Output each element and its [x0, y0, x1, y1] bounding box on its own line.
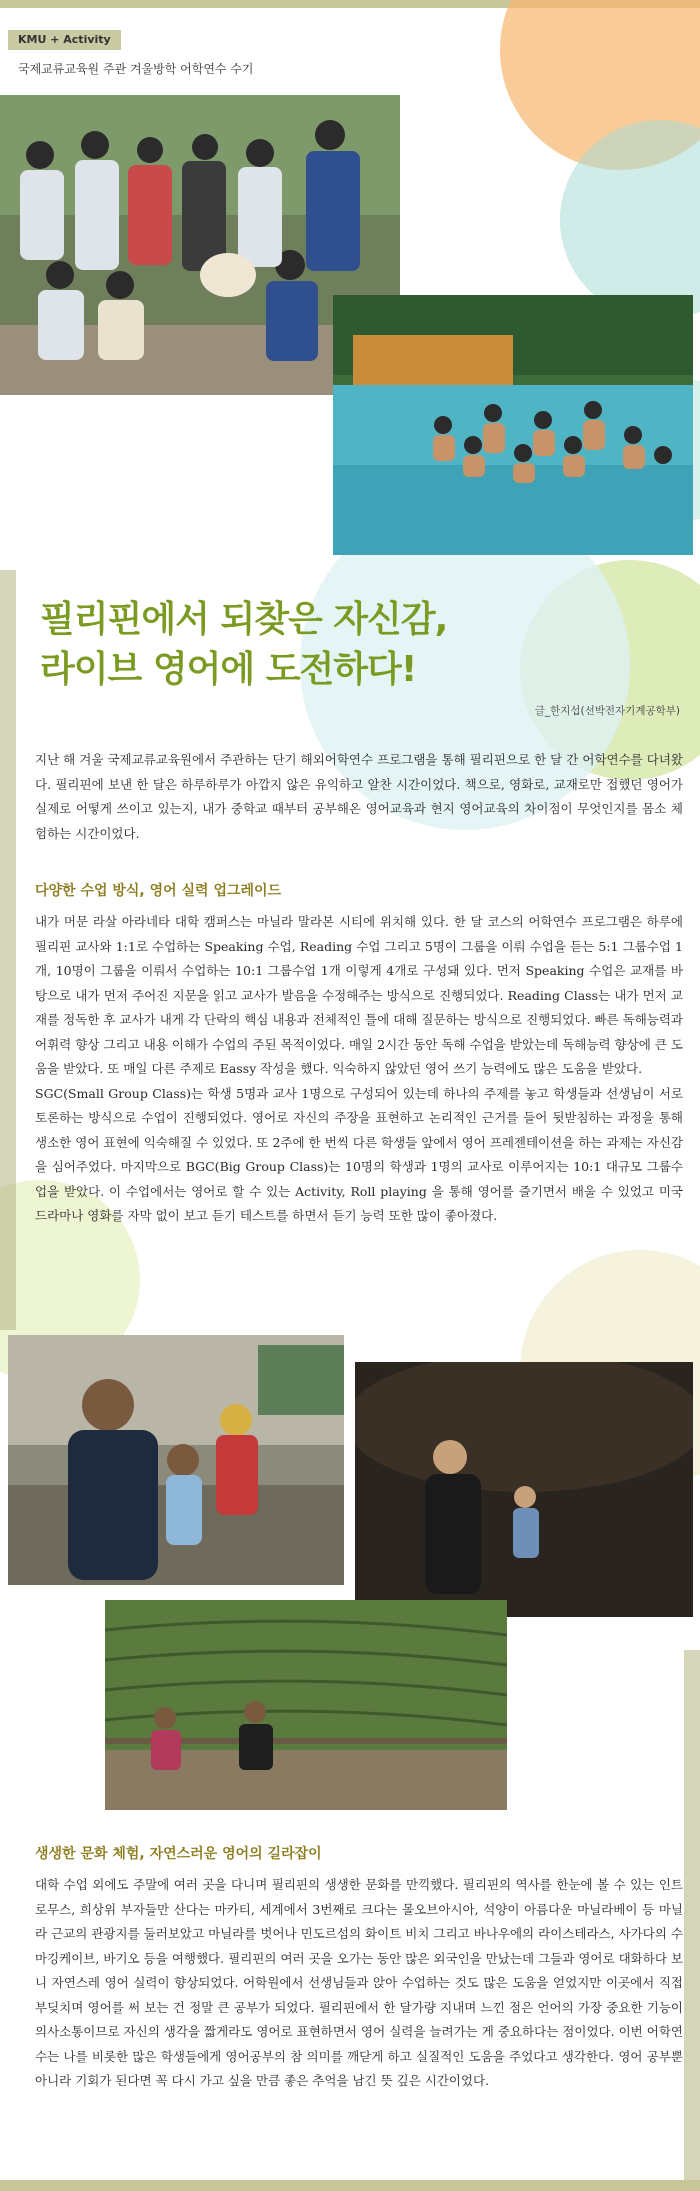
article-title [40, 595, 680, 695]
village-photo [8, 1335, 344, 1585]
section-1-title: 다양한 수업 방식, 영어 실력 업그레이드 [35, 883, 282, 899]
cave-photo [355, 1362, 693, 1617]
bottom-border [0, 2180, 700, 2191]
section-1-body: 내가 머문 라살 아라네타 대학 캠퍼스는 마닐라 말라본 시티에 위치해 있다. 한 달 코스의 어학연수 프로그램은 하루에 필리핀 교사와 1:1로 수업하는 Speaking 수업, Reading 수업 그리고 5명이 그룹을 이뤄 수업을 듣는 5:1 그룹수업 1개, 10명이 그룹을 이뤄서 수업하는 10:1 그룹수업 1개 이렇게 4개로 구성돼 있다. 먼저 Speaking 수업은 교재를 바탕으로 내가 먼저 주어진 지문을 읽고 교사가 발음을 수정해주는 방식으로 진행되었다. Reading Class는 내가 먼저 교재를 정독한 후 교사가 내게 각 단락의 핵심 내용과 전체적인 틀에 대해 질문하는 방식으로 진행되었다. 빠른 독해능력과 어휘력 향상 그리고 내용 이해가 수업의 주된 목적이었다. 매일 2시간 동안 독해 수업을 받았는데 독해능력 향상에 큰 도움을 받았다. 또 매일 다른 주제로 Eassy 작성을 했다. 익숙하지 않았던 영어 쓰기 능력에도 많은 도움을 받았다. SGC(Small Group Class)는 학생 5명과 교사 1명으로 구성되어 있는데 하나의 주제를 놓고 학생들과 선생님이 서로 토론하는 방식으로 수업이 진행되었다. 영어로 자신의 주장을 표현하고 논리적인 근거를 들어 뒷받침하는 과정을 통해 생소한 영어 표현에 익숙해질 수 있었다. 또 2주에 한 번씩 다른 학생들 앞에서 영어 프레젠테이션을 하는 과제는 자신감을 심어주었다. 마지막으로 BGC(Big Group Class)는 10명의 학생과 1명의 교사로 이루어지는 10:1 대규모 그룹수업을 받았다. 이 수업에서는 영어로 할 수 있는 Activity, Roll playing 을 통해 영어를 즐기면서 배울 수 있었고 미국 드라마나 영화를 자막 없이 보고 듣기 테스트를 하면서 듣기 능력 또한 많이 좋아졌다. [35, 914, 683, 1223]
page-subtitle: 국제교류교육원 주관 겨울방학 어학연수 수기 [18, 62, 254, 76]
section-tag: KMU + Activity [8, 30, 121, 50]
rice-terrace-photo [105, 1600, 507, 1810]
article-title-line1: 필리핀에서 되찾은 자신감, [40, 599, 448, 640]
byline: 글_한지섭(선박전자기계공학부) [534, 705, 680, 717]
pool-photo [333, 295, 693, 555]
left-accent-bar [0, 570, 16, 1330]
right-accent-bar [684, 1650, 700, 2180]
article-title-line2: 라이브 영어에 도전하다! [40, 649, 417, 690]
section-2-title: 생생한 문화 체험, 자연스러운 영어의 길라잡이 [35, 1846, 322, 1862]
intro-paragraph: 지난 해 겨울 국제교류교육원에서 주관하는 단기 해외어학연수 프로그램을 통해 필리핀으로 한 달 간 어학연수를 다녀왔다. 필리핀에 보낸 한 달은 하루하루가 아깝지 않은 유익하고 알찬 시간이었다. 책으로, 영화로, 교재로만 접했던 영어가 실제로 어떻게 쓰이고 있는지, 내가 중학교 때부터 공부해온 영어교육과 현지 영어교육의 차이점이 무엇인지를 몸소 체험하는 시간이었다. [35, 752, 683, 841]
section-2-body: 대학 수업 외에도 주말에 여러 곳을 다니며 필리핀의 생생한 문화를 만끽했다. 필리핀의 역사를 한눈에 볼 수 있는 인트로무스, 희상위 부자들만 산다는 마카티, 세계에서 3번째로 크다는 몰오브아시아, 석양이 아름다운 마닐라베이 등 마닐라 근교의 관광지를 둘러보았고 마닐라를 벗어나 민도르섬의 화이트 비치 그리고 바나우에의 라이스테라스, 사가다의 수마깅케이브, 바기오 등을 여행했다. 필리핀의 여러 곳을 오가는 동안 많은 외국인을 만났는데 그들과 영어로 대화하다 보니 자연스레 영어 실력이 향상되었다. 어학원에서 선생님들과 앉아 수업하는 것도 많은 도움을 얻었지만 이곳에서 직접 부딪치며 영어를 써 보는 건 정말 큰 공부가 되었다. 필리핀에서 한 달가량 지내며 느낀 점은 언어의 가장 중요한 기능이 의사소통이므로 자신의 생각을 짧게라도 영어로 표현하면서 영어 실력을 늘려가는 게 중요하다는 점이었다. 이번 어학연수는 나를 비롯한 많은 학생들에게 영어공부의 참 의미를 깨닫게 하고 실질적인 도움을 주었다고 생각한다. 영어 공부뿐 아니라 기회가 된다면 꼭 다시 가고 싶을 만큼 좋은 추억을 남긴 뜻 깊은 시간이었다. [35, 1877, 683, 2088]
